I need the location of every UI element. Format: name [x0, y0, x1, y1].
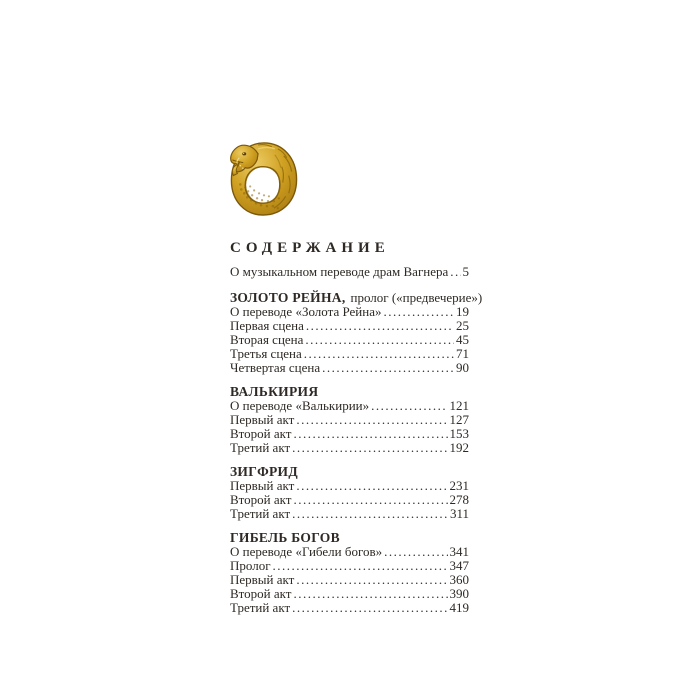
entry-label: О переводе «Гибели богов» — [230, 544, 383, 559]
dot-leader — [296, 479, 447, 493]
entry-page-number: 231 — [449, 478, 469, 493]
entry-page-number: 127 — [449, 412, 469, 427]
section-heading — [230, 290, 483, 305]
entry-page-number: 71 — [456, 346, 469, 361]
toc-entry — [230, 601, 469, 615]
entry-label: Третий акт — [230, 600, 291, 615]
entry-label: Четвертая сцена — [230, 360, 321, 375]
entry-page-number: 341 — [449, 544, 469, 559]
ouroboros-ring-illustration — [227, 141, 301, 218]
dot-leader — [292, 601, 447, 615]
toc-entry — [230, 347, 469, 361]
entry-label: Первый акт — [230, 412, 295, 427]
toc-entry — [230, 441, 469, 455]
entry-label: Вторая сцена — [230, 332, 304, 347]
entry-label: Второй акт — [230, 426, 292, 441]
toc-section-gotterdammerung — [230, 531, 469, 615]
section-heading-bold: ЗИГФРИД — [230, 464, 298, 479]
dot-leader — [296, 413, 447, 427]
toc-section-rheingold — [230, 290, 483, 375]
toc-entry — [230, 507, 469, 521]
dot-leader — [293, 427, 447, 441]
page-title: СОДЕРЖАНИЕ — [230, 240, 390, 256]
toc-section-walkure — [230, 385, 469, 455]
entry-page-number: 278 — [449, 492, 469, 507]
toc-entry — [230, 559, 469, 573]
section-heading-suffix: пролог («предвечерие») — [350, 290, 483, 305]
section-heading — [230, 465, 469, 479]
dot-leader — [306, 319, 454, 333]
entry-page-number: 419 — [449, 600, 469, 615]
entry-label: Второй акт — [230, 492, 292, 507]
toc-entry — [230, 427, 469, 441]
entry-label: Третья сцена — [230, 346, 302, 361]
dot-leader — [293, 587, 447, 601]
entry-label: Третий акт — [230, 506, 291, 521]
entry-page-number: 121 — [449, 398, 469, 413]
entry-page-number: 390 — [449, 586, 469, 601]
toc-entry — [230, 333, 469, 347]
toc-entry — [230, 305, 469, 319]
toc-entry — [230, 545, 469, 559]
toc-entry — [230, 265, 469, 279]
dot-leader — [273, 559, 448, 573]
dot-leader — [371, 399, 447, 413]
entry-label: Пролог — [230, 558, 271, 573]
dot-leader — [293, 493, 447, 507]
toc-entry — [230, 493, 469, 507]
toc-entry — [230, 573, 469, 587]
toc-entry — [230, 587, 469, 601]
entry-page-number: 25 — [456, 318, 469, 333]
entry-page-number: 360 — [449, 572, 469, 587]
entry-label: Третий акт — [230, 440, 291, 455]
dot-leader — [292, 441, 447, 455]
entry-label: Первый акт — [230, 572, 295, 587]
entry-label: Первая сцена — [230, 318, 304, 333]
entry-label: О переводе «Золота Рейна» — [230, 304, 382, 319]
entry-page-number: 90 — [456, 360, 469, 375]
dot-leader — [322, 361, 454, 375]
entry-page-number: 192 — [449, 440, 469, 455]
toc-entry — [230, 361, 469, 375]
toc-entry — [230, 399, 469, 413]
entry-label: Второй акт — [230, 586, 292, 601]
dot-leader — [384, 545, 447, 559]
entry-label: О музыкальном переводе драм Вагнера — [230, 264, 449, 279]
toc-entry — [230, 319, 469, 333]
dot-leader — [304, 347, 454, 361]
entry-page-number: 153 — [449, 426, 469, 441]
section-heading-bold: ГИБЕЛЬ БОГОВ — [230, 530, 340, 545]
entry-page-number: 347 — [449, 558, 469, 573]
section-heading-bold: ЗОЛОТО РЕЙНА, — [230, 290, 346, 305]
toc-entry — [230, 479, 469, 493]
dot-leader — [383, 305, 454, 319]
entry-page-number: 19 — [456, 304, 469, 319]
section-heading — [230, 385, 469, 399]
dot-leader — [305, 333, 454, 347]
toc-section-siegfried — [230, 465, 469, 521]
dot-leader — [296, 573, 447, 587]
toc-entry — [230, 413, 469, 427]
entry-page-number: 45 — [456, 332, 469, 347]
dot-leader — [292, 507, 448, 521]
entry-page-number: 311 — [449, 506, 469, 521]
toc-page-content — [230, 141, 483, 615]
section-heading-bold: ВАЛЬКИРИЯ — [230, 384, 319, 399]
dot-leader — [450, 265, 460, 279]
entry-label: Первый акт — [230, 478, 295, 493]
entry-label: О переводе «Валькирии» — [230, 398, 370, 413]
entry-page-number: 5 — [462, 264, 469, 279]
section-heading — [230, 531, 469, 545]
